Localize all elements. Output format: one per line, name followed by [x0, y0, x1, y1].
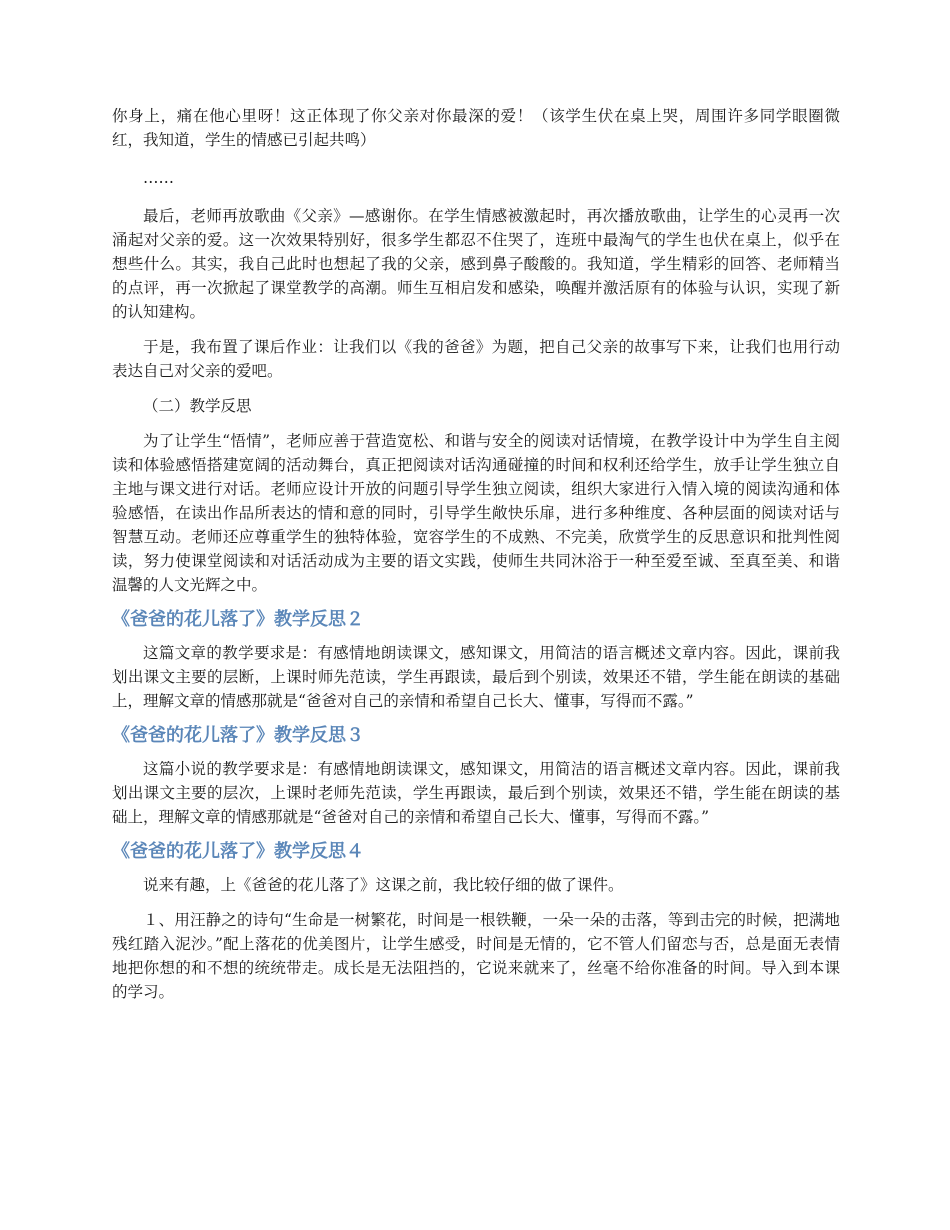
paragraph-homework: 于是，我布置了课后作业：让我们以《我的爸爸》为题，把自己父亲的故事写下来，让我们也用行动表达自己对父亲的爱吧。: [112, 338, 840, 380]
section-2-paragraph: 这篇文章的教学要求是：有感情地朗读课文，感知课文，用简洁的语言概述文章内容。因此，课前我划出课文主要的层断，上课时师先范读，学生再跟读，最后到个别读，效果还不错，学生能在朗读的基础上，理解文章的情感那就是“爸爸对自己的亲情和希望自己长大、懂事，写得而不露。”: [112, 644, 840, 710]
paragraph-continued: 你身上，痛在他心里呀！这正体现了你父亲对你最深的爱！（该学生伏在桌上哭，周围许多同学眼圈微红，我知道，学生的情感已引起共鸣）: [112, 107, 840, 149]
section-4-paragraph-item-1: １、用汪静之的诗句“生命是一树繁花，时间是一根铁鞭，一朵一朵的击落，等到击完的时候，把满地残红踏入泥沙。”配上落花的优美图片，让学生感受，时间是无情的，它不管人们留恋与否，总是面无表情地把你想的和不想的统统带走。成长是无法阻挡的，它说来就来了，丝毫不给你准备的时间。导入到本课的学习。: [112, 911, 840, 1001]
subheading-teaching-reflection: （二）教学反思: [143, 397, 252, 415]
section-heading-3: 《爸爸的花儿落了》教学反思３: [112, 725, 364, 746]
document-page: [112, 104, 840, 1004]
section-heading-2: 《爸爸的花儿落了》教学反思２: [112, 609, 364, 630]
section-heading-4: 《爸爸的花儿落了》教学反思４: [112, 841, 364, 862]
ellipsis-paragraph: ……: [143, 169, 174, 187]
paragraph-final-song: 最后，老师再放歌曲《父亲》—感谢你。在学生情感被激起时，再次播放歌曲，让学生的心灵再一次涌起对父亲的爱。这一次效果特别好，很多学生都忍不住哭了，连班中最淘气的学生也伏在桌上，似乎在想些什么。其实，我自己此时也想起了我的父亲，感到鼻子酸酸的。我知道，学生精彩的回答、老师精当的点评，再一次掀起了课堂教学的高潮。师生互相启发和感染，唤醒并激活原有的体验与认识，实现了新的认知建构。: [112, 207, 840, 321]
section-4-paragraph-intro: 说来有趣，上《爸爸的花儿落了》这课之前，我比较仔细的做了课件。: [143, 876, 624, 894]
section-3-paragraph: 这篇小说的教学要求是：有感情地朗读课文，感知课文，用简洁的语言概述文章内容。因此，课前我划出课文主要的层次，上课时老师先范读，学生再跟读，最后到个别读，效果还不错，学生能在朗读的基础上，理解文章的情感那就是“爸爸对自己的亲情和希望自己长大、懂事，写得而不露。”: [112, 760, 840, 826]
paragraph-reflection: 为了让学生“悟情”，老师应善于营造宽松、和谐与安全的阅读对话情境，在教学设计中为学生自主阅读和体验感悟搭建宽阔的活动舞台，真正把阅读对话沟通碰撞的时间和权利还给学生，放手让学生独立自主地与课文进行对话。老师应设计开放的问题引导学生独立阅读，组织大家进行入情入境的阅读沟通和体验感悟，在读出作品所表达的情和意的同时，引导学生敞快乐扉，进行多种维度、各种层面的阅读对话与智慧互动。老师还应尊重学生的独特体验，宽容学生的不成熟、不完美，欣赏学生的反思意识和批判性阅读，努力使课堂阅读和对话活动成为主要的语文实践，使师生共同沐浴于一种至爱至诚、至真至美、和谐温馨的人文光辉之中。: [112, 432, 840, 594]
